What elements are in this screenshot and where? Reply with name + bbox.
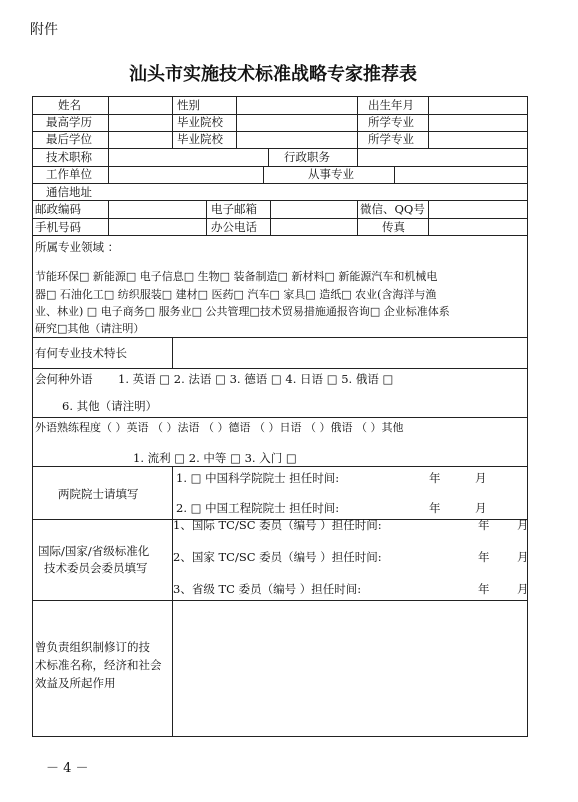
name-label: 姓名	[58, 98, 81, 112]
major-label-2: 所学专业	[368, 132, 414, 146]
standards-label-line-3: 效益及所起作用	[35, 676, 116, 690]
admin-post-label: 行政职务	[284, 150, 330, 164]
committee-label-line-2: 技术委员会委员填写	[44, 561, 148, 575]
birth-field[interactable]	[429, 97, 526, 113]
committee-international[interactable]: 1、国际 TC/SC 委员（编号 ）担任时间:	[173, 518, 382, 532]
postcode-field[interactable]	[109, 201, 205, 217]
specialty-field[interactable]	[173, 338, 526, 367]
domain-label: 所属专业领域 ：	[35, 240, 120, 254]
office-phone-field[interactable]	[271, 219, 356, 234]
committee-provincial[interactable]: 3、省级 TC 委员（编号 ）担任时间:	[173, 582, 362, 596]
school-label-1: 毕业院校	[177, 115, 223, 129]
degree-field[interactable]	[109, 132, 171, 147]
committee-national[interactable]: 2、国家 TC/SC 委员（编号 ）担任时间:	[173, 550, 382, 564]
wechat-field[interactable]	[429, 201, 526, 217]
address-field[interactable]	[109, 184, 526, 199]
standards-label-line-1: 曾负责组织制修订的技	[35, 640, 150, 654]
workplace-label: 工作单位	[46, 167, 92, 181]
standards-field[interactable]	[173, 601, 526, 735]
page-title: 汕头市实施技术标准战略专家推荐表	[129, 64, 417, 85]
academician-cas[interactable]: 1. □ 中国科学院院士 担任时间:	[176, 471, 340, 485]
school-label-2: 毕业院校	[177, 132, 223, 146]
academician-cas-year: 年	[429, 471, 441, 485]
domain-options-line-4[interactable]: 研究□其他（请注明）	[35, 322, 145, 335]
postcode-label: 邮政编码	[35, 202, 81, 216]
fluency-options[interactable]: 外语熟练程度（ ）英语 （ ）法语 （ ）德语 （ ）日语 （ ）俄语 （ ）其他	[35, 421, 404, 434]
name-field[interactable]	[109, 97, 171, 113]
field-label: 从事专业	[308, 167, 354, 181]
committee-provincial-month: 月	[517, 582, 529, 596]
domain-options-line-3[interactable]: 业、林业) □ 电子商务□ 服务业□ 公共管理□技术贸易措施通报咨询□ 企业标准体系	[35, 305, 450, 318]
academician-cae-year: 年	[429, 501, 441, 515]
academician-cas-month: 月	[475, 471, 487, 485]
academician-cae[interactable]: 2. □ 中国工程院院士 担任时间:	[176, 501, 340, 515]
attachment-label: 附件	[30, 22, 58, 38]
title-job-field[interactable]	[109, 149, 267, 165]
major-field-1[interactable]	[429, 115, 526, 130]
languages-other[interactable]: 6. 其他（请注明）	[62, 399, 158, 413]
committee-label-line-1: 国际/国家/省级标准化	[38, 544, 150, 558]
committee-international-year: 年	[478, 518, 490, 532]
page-number: － 4 －	[46, 761, 89, 776]
specialty-label: 有何专业技术特长	[35, 346, 127, 360]
office-phone-label: 办公电话	[211, 220, 257, 234]
domain-options-line-1[interactable]: 节能环保□ 新能源□ 电子信息□ 生物□ 装备制造□ 新材料□ 新能源汽车和机械电	[35, 270, 438, 283]
school-field-1[interactable]	[237, 115, 356, 130]
address-label: 通信地址	[46, 185, 92, 199]
committee-international-month: 月	[517, 518, 529, 532]
fax-label: 传真	[382, 220, 405, 234]
gender-label: 性别	[177, 98, 200, 112]
school-field-2[interactable]	[237, 132, 356, 147]
major-label-1: 所学专业	[368, 115, 414, 129]
wechat-label: 微信、QQ号	[360, 202, 425, 216]
workplace-field[interactable]	[109, 167, 262, 182]
email-field[interactable]	[271, 201, 356, 217]
admin-post-field[interactable]	[358, 149, 526, 165]
committee-provincial-year: 年	[478, 582, 490, 596]
mobile-field[interactable]	[109, 219, 205, 234]
major-field-2[interactable]	[429, 132, 526, 147]
academician-label: 两院院士请填写	[58, 487, 139, 501]
languages-label: 会何种外语	[35, 372, 93, 386]
domain-options-line-2[interactable]: 器□ 石油化工□ 纺织服装□ 建材□ 医药□ 汽车□ 家具□ 造纸□ 农业(含海洋与渔	[35, 288, 437, 301]
title-job-label: 技术职称	[46, 150, 92, 164]
degree-label: 最后学位	[46, 132, 92, 146]
committee-national-month: 月	[517, 550, 529, 564]
education-label: 最高学历	[46, 115, 92, 129]
academician-cae-month: 月	[475, 501, 487, 515]
education-field[interactable]	[109, 115, 171, 130]
fax-field[interactable]	[429, 219, 526, 234]
birth-label: 出生年月	[368, 98, 414, 112]
languages-options[interactable]: 1. 英语 □ 2. 法语 □ 3. 德语 □ 4. 日语 □ 5. 俄语 □	[118, 372, 394, 386]
email-label: 电子邮箱	[211, 202, 257, 216]
committee-national-year: 年	[478, 550, 490, 564]
gender-field[interactable]	[237, 97, 356, 113]
fluency-level-options[interactable]: 1. 流利 □ 2. 中等 □ 3. 入门 □	[133, 451, 297, 465]
mobile-label: 手机号码	[35, 220, 81, 234]
standards-label-line-2: 术标准名称，经济和社会	[35, 658, 162, 672]
field-field[interactable]	[395, 167, 526, 182]
